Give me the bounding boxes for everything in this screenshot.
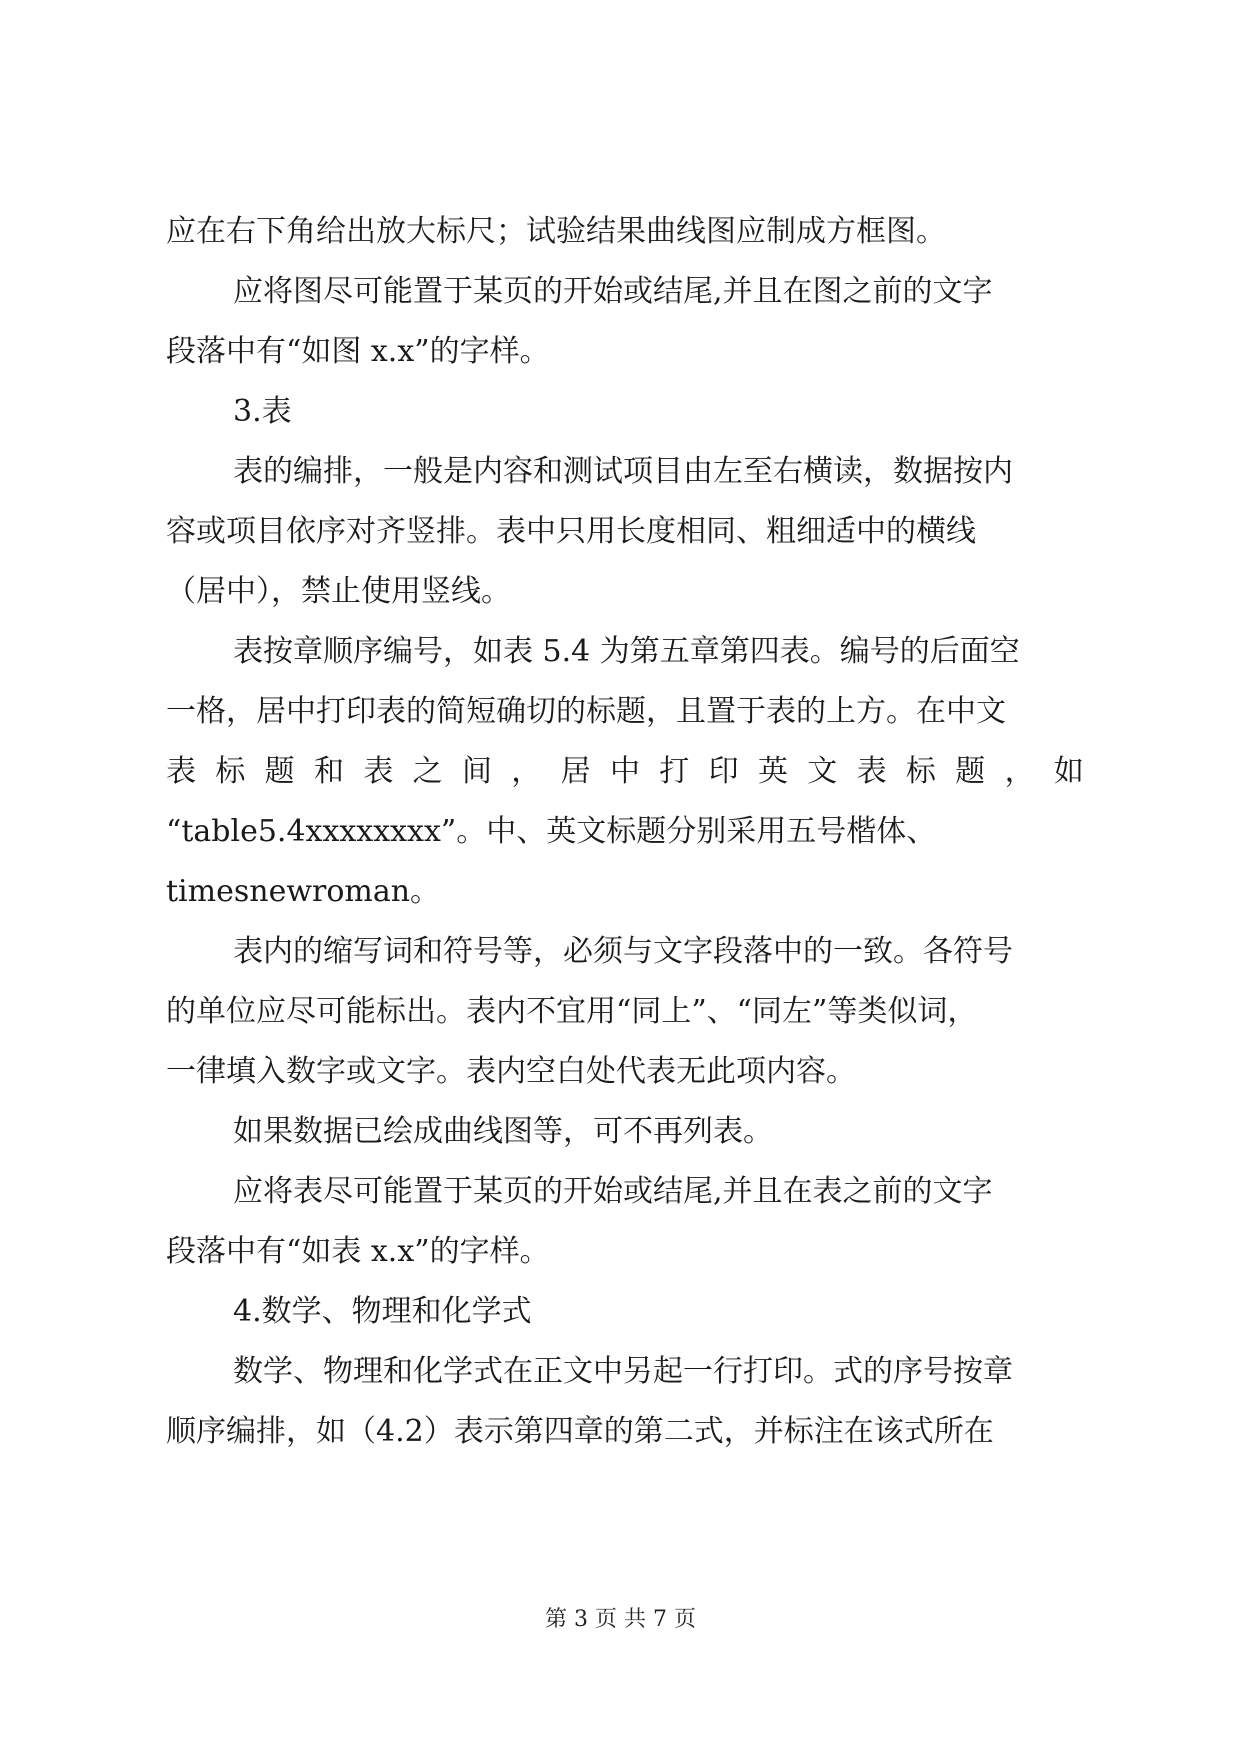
spread-char: 英	[757, 754, 788, 789]
section-heading: 3.表	[233, 394, 292, 429]
text-line-spread	[166, 742, 1084, 802]
text-line: 一律填入数字或文字。表内空白处代表无此项内容。	[166, 1054, 856, 1089]
text-line: 表内的缩写词和符号等，必须与文字段落中的一致。各符号	[233, 934, 1013, 969]
text-line: 应在右下角给出放大标尺；试验结果曲线图应制成方框图。	[166, 214, 946, 249]
text-line: 如果数据已绘成曲线图等，可不再列表。	[233, 1114, 773, 1149]
text-line: 表按章顺序编号，如表 5.4 为第五章第四表。编号的后面空	[233, 634, 1020, 669]
spread-char: 标	[905, 754, 936, 789]
section-heading: 4.数学、物理和化学式	[233, 1294, 532, 1329]
spread-char: 题	[955, 754, 986, 789]
text-line: 应将表尽可能置于某页的开始或结尾,并且在表之前的文字	[233, 1174, 993, 1209]
body-text	[166, 202, 1084, 1462]
spread-char: ，	[511, 754, 542, 789]
spread-char: ，	[1004, 754, 1035, 789]
spread-char: 之	[412, 754, 443, 789]
spread-char: 表	[856, 754, 887, 789]
spread-char: 印	[708, 754, 739, 789]
spread-char: 文	[807, 754, 838, 789]
text-line: （居中），禁止使用竖线。	[166, 574, 511, 609]
spread-char: 表	[166, 754, 196, 789]
text-line: timesnewroman。	[166, 874, 441, 909]
text-line: 数学、物理和化学式在正文中另起一行打印。式的序号按章	[233, 1354, 1013, 1389]
spread-char: 间	[461, 754, 492, 789]
text-line: 应将图尽可能置于某页的开始或结尾,并且在图之前的文字	[233, 274, 993, 309]
spread-char: 打	[659, 754, 690, 789]
spread-char: 中	[609, 754, 640, 789]
spread-char: 题	[264, 754, 295, 789]
spread-char: 如	[1053, 754, 1084, 789]
text-line: 段落中有“如表 x.x”的字样。	[166, 1234, 550, 1269]
spread-char: 标	[215, 754, 246, 789]
text-line: 表的编排，一般是内容和测试项目由左至右横读，数据按内	[233, 454, 1013, 489]
text-line: 一格，居中打印表的简短确切的标题，且置于表的上方。在中文	[166, 694, 1006, 729]
page-footer: 第 3 页 共 7 页	[545, 1607, 696, 1632]
text-line: 的单位应尽可能标出。表内不宜用“同上”、“同左”等类似词，	[166, 994, 978, 1029]
text-line: “table5.4xxxxxxxx”。中、英文标题分别采用五号楷体、	[166, 814, 937, 849]
text-line: 容或项目依序对齐竖排。表中只用长度相同、粗细适中的横线	[166, 514, 976, 549]
text-line: 段落中有“如图 x.x”的字样。	[166, 334, 550, 369]
spread-char: 和	[313, 754, 344, 789]
text-line: 顺序编排，如（4.2）表示第四章的第二式，并标注在该式所在	[166, 1414, 994, 1449]
spread-char: 居	[560, 754, 591, 789]
spread-char: 表	[363, 754, 394, 789]
